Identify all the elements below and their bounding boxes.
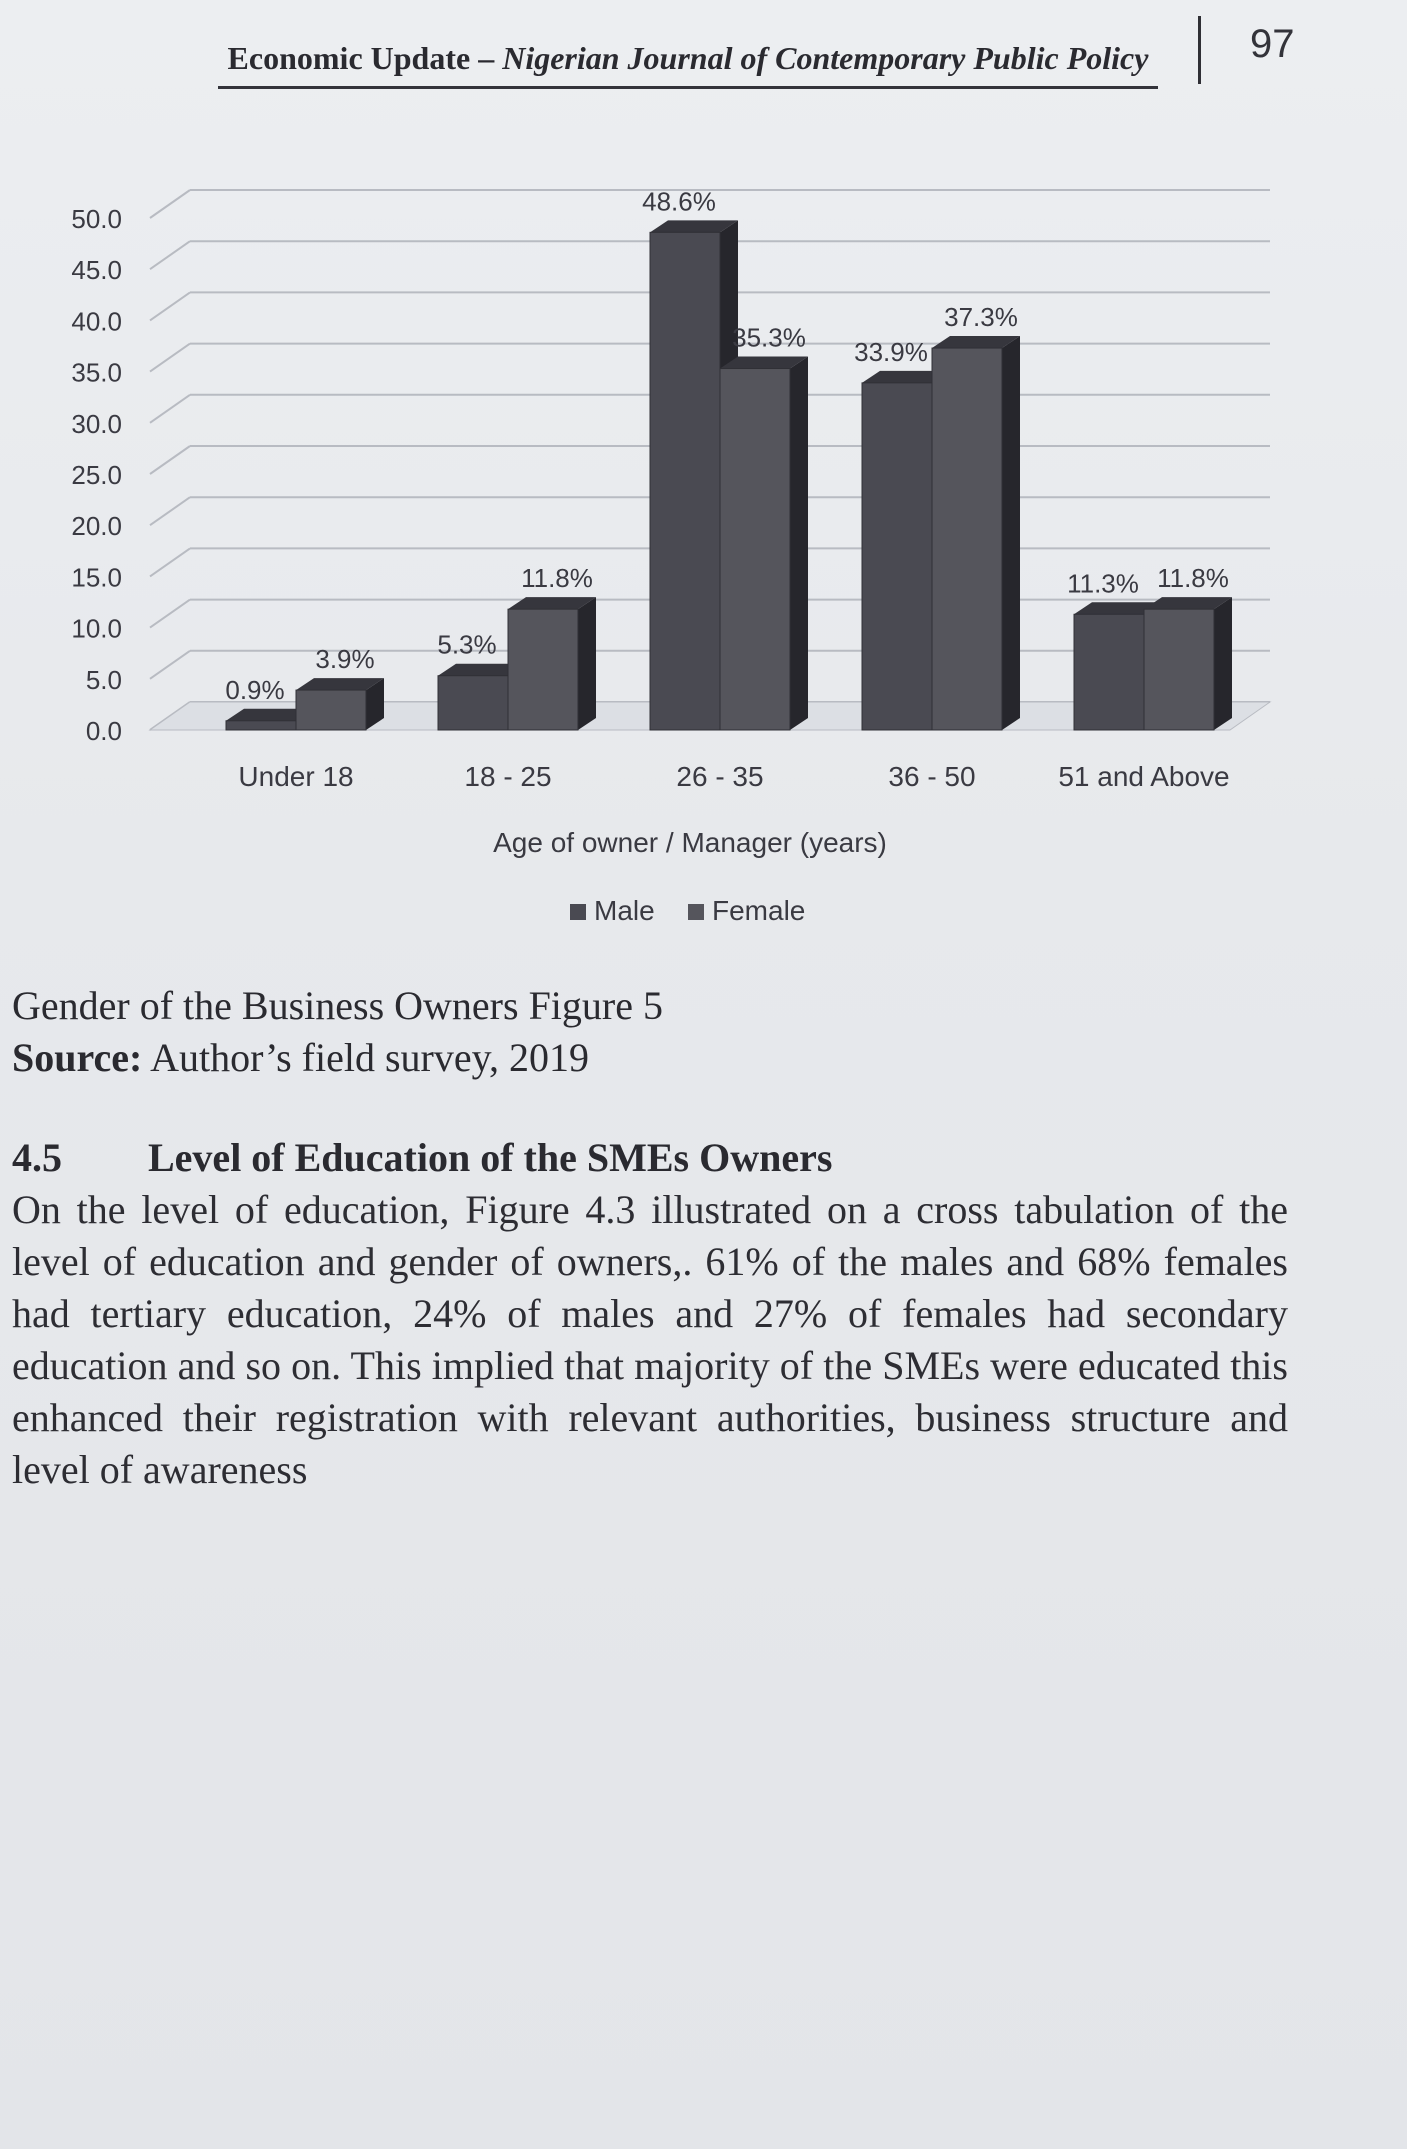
y-tick-label: 30.0 bbox=[71, 408, 122, 439]
y-tick-label: 35.0 bbox=[71, 357, 122, 388]
journal-title: Nigerian Journal of Contemporary Public Policy bbox=[502, 40, 1149, 76]
data-label: 5.3% bbox=[437, 629, 497, 660]
gridline-depth bbox=[150, 190, 190, 218]
bar-side bbox=[790, 357, 808, 730]
data-label: 33.9% bbox=[854, 336, 928, 367]
bar-male bbox=[862, 383, 932, 730]
bar-female bbox=[720, 369, 790, 730]
section-heading bbox=[12, 1134, 1312, 1181]
source-text: Author’s field survey, 2019 bbox=[142, 1035, 589, 1080]
data-label: 11.3% bbox=[1067, 568, 1139, 599]
bar-female bbox=[932, 348, 1002, 730]
gridline-depth bbox=[150, 497, 190, 525]
data-label: 35.3% bbox=[732, 322, 806, 353]
x-tick-label: 18 - 25 bbox=[464, 761, 552, 792]
gridline-depth bbox=[150, 344, 190, 372]
bar-side bbox=[1214, 597, 1232, 730]
data-label: 48.6% bbox=[642, 186, 716, 217]
gridline-depth bbox=[150, 651, 190, 679]
x-axis-title: Age of owner / Manager (years) bbox=[493, 827, 887, 858]
y-tick-label: 20.0 bbox=[71, 511, 122, 542]
gridline-depth bbox=[150, 241, 190, 269]
data-label: 0.9% bbox=[225, 674, 285, 705]
gridline-depth bbox=[150, 446, 190, 474]
bar-female bbox=[1144, 609, 1214, 730]
bar-male bbox=[438, 676, 508, 730]
data-label: 11.8% bbox=[521, 563, 593, 594]
data-label: 3.9% bbox=[315, 644, 375, 675]
bar-female bbox=[508, 609, 578, 730]
section-title: Level of Education of the SMEs Owners bbox=[148, 1135, 833, 1180]
section-number: 4.5 bbox=[12, 1135, 62, 1180]
gridline-depth bbox=[150, 548, 190, 576]
figure-source bbox=[12, 1032, 1312, 1084]
legend-label-male: Male bbox=[594, 895, 655, 926]
figure-title: Gender of the Business Owners Figure 5 bbox=[12, 983, 663, 1028]
source-label: Source: bbox=[12, 1035, 143, 1080]
y-tick-label: 5.0 bbox=[85, 664, 122, 695]
y-tick-label: 10.0 bbox=[71, 613, 122, 644]
y-tick-label: 50.0 bbox=[71, 204, 122, 234]
y-tick-label: 0.0 bbox=[85, 716, 122, 746]
x-tick-label: 26 - 35 bbox=[676, 761, 764, 792]
bar-chart bbox=[0, 120, 1340, 960]
y-tick-label: 45.0 bbox=[71, 255, 122, 286]
y-tick-label: 25.0 bbox=[71, 460, 122, 490]
data-label: 37.3% bbox=[944, 302, 1018, 333]
bar-side bbox=[578, 597, 596, 730]
x-tick-label: 51 and Above bbox=[1058, 761, 1230, 792]
gridline-depth bbox=[150, 292, 190, 320]
legend-label-female: Female bbox=[712, 895, 806, 926]
running-header bbox=[218, 36, 1158, 89]
section-body: On the level of education, Figure 4.3 illustrated on a cross tabulation of the level of education and gender of owners,. 61% of the males and 68% females had tertiary education, 24% of males and 27% of females had secondary education and so on. This implied that majority of the SMEs were educated this enhanced their registration with relevant authorities, business structure and level of awareness bbox=[12, 1187, 1288, 1492]
header-divider bbox=[1198, 16, 1201, 84]
bar-female bbox=[296, 690, 366, 730]
legend-swatch-female bbox=[688, 904, 704, 920]
bar-male bbox=[650, 232, 720, 730]
figure-caption bbox=[12, 980, 1312, 1084]
legend-swatch-male bbox=[570, 904, 586, 920]
page-number: 97 bbox=[1250, 22, 1295, 66]
bar-male bbox=[1074, 614, 1144, 730]
bar-male bbox=[226, 721, 296, 730]
x-tick-label: 36 - 50 bbox=[888, 761, 976, 792]
y-tick-label: 40.0 bbox=[71, 306, 122, 337]
header-label: Economic Update – bbox=[227, 40, 503, 76]
x-tick-label: Under 18 bbox=[238, 761, 354, 792]
data-label: 11.8% bbox=[1157, 563, 1229, 594]
y-tick-label: 15.0 bbox=[71, 562, 122, 593]
gridline-depth bbox=[150, 395, 190, 423]
bar-side bbox=[1002, 336, 1020, 730]
gridline-depth bbox=[150, 600, 190, 628]
